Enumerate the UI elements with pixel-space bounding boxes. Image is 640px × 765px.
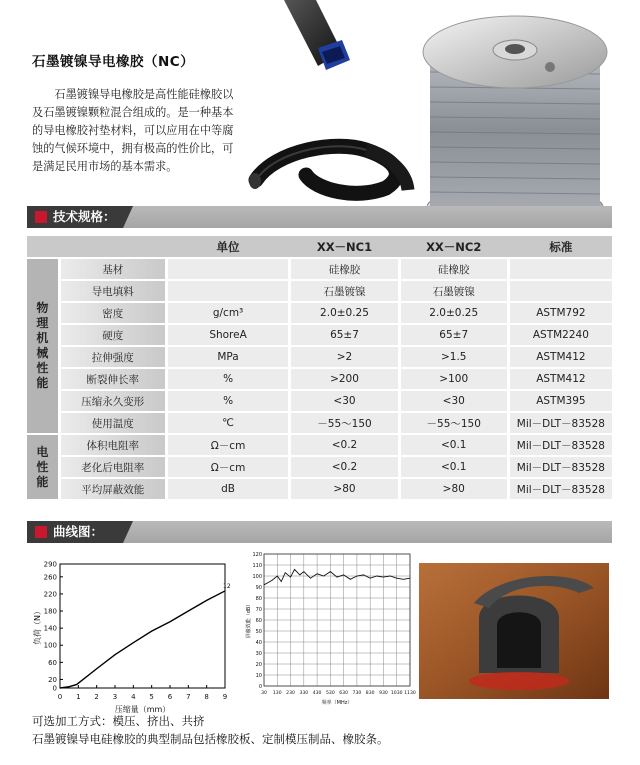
cell-nc2: －55～150 bbox=[401, 413, 507, 433]
table-row bbox=[27, 457, 612, 477]
row-label: 拉伸强度 bbox=[61, 347, 165, 367]
cell-nc2: <30 bbox=[401, 391, 507, 411]
cell-nc2: <0.1 bbox=[401, 457, 507, 477]
section-marker-icon bbox=[35, 211, 47, 223]
plot-frame bbox=[60, 564, 225, 688]
cell-standard: ASTM2240 bbox=[510, 325, 612, 345]
y-tick-label: 100 bbox=[43, 641, 57, 650]
table-row bbox=[27, 479, 612, 499]
cell-standard bbox=[510, 259, 612, 279]
cell-nc1: <30 bbox=[291, 391, 397, 411]
group-label: 物 理 机 械 性 能 bbox=[27, 259, 58, 433]
y-tick-label: 60 bbox=[255, 618, 262, 624]
cell-standard: Mil－DLT－83528 bbox=[510, 413, 612, 433]
x-tick-label: 630 bbox=[339, 691, 349, 696]
cell-nc2: >100 bbox=[401, 369, 507, 389]
row-label: 硬度 bbox=[61, 325, 165, 345]
row-label: 平均屏蔽效能 bbox=[61, 479, 165, 499]
cell-nc2: 2.0±0.25 bbox=[401, 303, 507, 323]
row-label: 使用温度 bbox=[61, 413, 165, 433]
table-row bbox=[27, 413, 612, 433]
x-tick-label: 730 bbox=[352, 691, 362, 696]
y-tick-label: 60 bbox=[48, 658, 57, 667]
product-photo-cord bbox=[246, 0, 416, 205]
cell-nc1: 硅橡胶 bbox=[291, 259, 397, 279]
cell-unit: ShoreA bbox=[168, 325, 289, 345]
x-tick-label: 130 bbox=[272, 691, 282, 696]
cell-standard: ASTM412 bbox=[510, 369, 612, 389]
cell-nc2: >80 bbox=[401, 479, 507, 499]
cell-nc1: >80 bbox=[291, 479, 397, 499]
x-tick-label: 30 bbox=[261, 691, 267, 696]
cell-unit: MPa bbox=[168, 347, 289, 367]
header-unit: 单位 bbox=[168, 236, 289, 257]
y-tick-label: 140 bbox=[43, 624, 57, 633]
cell-nc1: >200 bbox=[291, 369, 397, 389]
y-tick-label: 100 bbox=[252, 574, 262, 580]
x-tick-label: 3 bbox=[112, 693, 118, 701]
cell-unit: g/cm³ bbox=[168, 303, 289, 323]
y-tick-label: 290 bbox=[43, 560, 57, 569]
table-row bbox=[27, 281, 612, 301]
compression-load-chart bbox=[30, 558, 235, 723]
cell-standard: Mil－DLT－83528 bbox=[510, 457, 612, 477]
table-row bbox=[27, 369, 612, 389]
row-label: 导电填料 bbox=[61, 281, 165, 301]
y-tick-label: 10 bbox=[255, 673, 262, 679]
x-tick-label: 830 bbox=[365, 691, 375, 696]
header-standard: 标准 bbox=[510, 236, 612, 257]
x-tick-label: 430 bbox=[312, 691, 322, 696]
x-tick-label: 0 bbox=[57, 693, 63, 701]
row-label: 压缩永久变形 bbox=[61, 391, 165, 411]
y-tick-label: 110 bbox=[252, 563, 262, 569]
x-tick-label: 330 bbox=[299, 691, 309, 696]
y-tick-label: 0 bbox=[52, 684, 57, 693]
cell-unit: dB bbox=[168, 479, 289, 499]
cell-unit: Ω－cm bbox=[168, 457, 289, 477]
spec-section-label: 技术规格： bbox=[53, 209, 116, 224]
cell-nc2: 65±7 bbox=[401, 325, 507, 345]
cell-unit: % bbox=[168, 391, 289, 411]
x-tick-label: 530 bbox=[325, 691, 335, 696]
curve-end-label: 12 bbox=[223, 582, 231, 590]
processing-methods-note: 可选加工方式：模压、挤出、共挤 bbox=[32, 714, 205, 728]
x-tick-label: 1130 bbox=[404, 691, 416, 696]
y-tick-label: 0 bbox=[258, 684, 262, 690]
row-label: 体积电阻率 bbox=[61, 435, 165, 455]
y-tick-label: 70 bbox=[255, 607, 262, 613]
cell-nc2: 石墨镀镍 bbox=[401, 281, 507, 301]
product-photo-spool bbox=[410, 12, 610, 230]
y-tick-label: 30 bbox=[255, 651, 262, 657]
x-tick-label: 6 bbox=[167, 693, 173, 701]
cell-unit: ℃ bbox=[168, 413, 289, 433]
x-tick-label: 8 bbox=[204, 693, 209, 701]
y-tick-label: 80 bbox=[255, 596, 262, 602]
x-axis-label: 压缩量（mm） bbox=[114, 705, 171, 714]
page-title: 石墨镀镍导电橡胶（NC） bbox=[32, 54, 195, 70]
cell-standard bbox=[510, 281, 612, 301]
cell-nc1: －55～150 bbox=[291, 413, 397, 433]
x-tick-label: 9 bbox=[222, 693, 228, 701]
cell-standard: ASTM395 bbox=[510, 391, 612, 411]
y-tick-label: 220 bbox=[43, 590, 57, 599]
header-nc1: XX－NC1 bbox=[291, 236, 397, 257]
table-row bbox=[27, 435, 612, 455]
cell-unit bbox=[168, 259, 289, 279]
cell-nc1: >2 bbox=[291, 347, 397, 367]
row-label: 断裂伸长率 bbox=[61, 369, 165, 389]
row-label: 老化后电阻率 bbox=[61, 457, 165, 477]
cell-nc1: 石墨镀镍 bbox=[291, 281, 397, 301]
table-row bbox=[27, 347, 612, 367]
x-tick-label: 230 bbox=[286, 691, 295, 696]
table-row bbox=[27, 303, 612, 323]
cell-nc1: 65±7 bbox=[291, 325, 397, 345]
group-label: 电 性 能 bbox=[27, 435, 58, 499]
series-line bbox=[60, 591, 225, 688]
row-label: 密度 bbox=[61, 303, 165, 323]
header-nc2: XX－NC2 bbox=[401, 236, 507, 257]
table-row bbox=[27, 391, 612, 411]
row-label: 基材 bbox=[61, 259, 165, 279]
y-tick-label: 120 bbox=[252, 552, 262, 558]
x-tick-label: 5 bbox=[149, 693, 154, 701]
curve-section-label: 曲线图： bbox=[53, 524, 104, 539]
y-tick-label: 180 bbox=[43, 607, 57, 616]
table-row bbox=[27, 325, 612, 345]
x-tick-label: 7 bbox=[186, 693, 191, 701]
cell-standard: ASTM792 bbox=[510, 303, 612, 323]
cell-nc2: <0.1 bbox=[401, 435, 507, 455]
cell-standard: Mil－DLT－83528 bbox=[510, 479, 612, 499]
spec-section-tab bbox=[27, 206, 123, 228]
spec-table bbox=[27, 234, 612, 501]
cell-unit: % bbox=[168, 369, 289, 389]
y-tick-label: 20 bbox=[48, 675, 57, 684]
cell-unit bbox=[168, 281, 289, 301]
x-axis-label: 频率（MHz） bbox=[321, 700, 353, 706]
x-tick-label: 2 bbox=[94, 693, 99, 701]
cell-nc2: >1.5 bbox=[401, 347, 507, 367]
cell-nc1: 2.0±0.25 bbox=[291, 303, 397, 323]
y-axis-label: 屏蔽效能（dB） bbox=[246, 601, 252, 639]
cell-nc1: <0.2 bbox=[291, 435, 397, 455]
product-photo-profile bbox=[419, 563, 609, 699]
y-tick-label: 90 bbox=[255, 585, 262, 591]
y-tick-label: 260 bbox=[43, 573, 57, 582]
cell-nc2: 硅橡胶 bbox=[401, 259, 507, 279]
shielding-effectiveness-chart bbox=[244, 548, 416, 720]
x-tick-label: 4 bbox=[131, 693, 136, 701]
cell-unit: Ω－cm bbox=[168, 435, 289, 455]
y-tick-label: 20 bbox=[255, 662, 262, 668]
y-tick-label: 40 bbox=[255, 640, 262, 646]
y-tick-label: 50 bbox=[255, 629, 262, 635]
y-axis-label: 负荷（N） bbox=[33, 607, 42, 645]
x-tick-label: 1 bbox=[76, 693, 81, 701]
x-tick-label: 1030 bbox=[390, 691, 403, 696]
section-marker-icon bbox=[35, 526, 47, 538]
cell-standard: ASTM412 bbox=[510, 347, 612, 367]
typical-products-note: 石墨镀镍导电硅橡胶的典型制品包括橡胶板、定制模压制品、橡胶条。 bbox=[32, 732, 389, 746]
x-tick-label: 930 bbox=[379, 691, 388, 696]
table-header-row bbox=[27, 236, 612, 257]
curve-section-tab bbox=[27, 521, 123, 543]
table-row bbox=[27, 259, 612, 279]
cell-standard: Mil－DLT－83528 bbox=[510, 435, 612, 455]
cell-nc1: <0.2 bbox=[291, 457, 397, 477]
intro-paragraph: 石墨镀镍导电橡胶是高性能硅橡胶以及石墨镀镍颗粒混合组成的。是一种基本的导电橡胶衬垫材料，可以应用在中等腐蚀的气候环境中，拥有极高的性价比，可是满足民用市场的基本需求。 bbox=[32, 88, 234, 173]
